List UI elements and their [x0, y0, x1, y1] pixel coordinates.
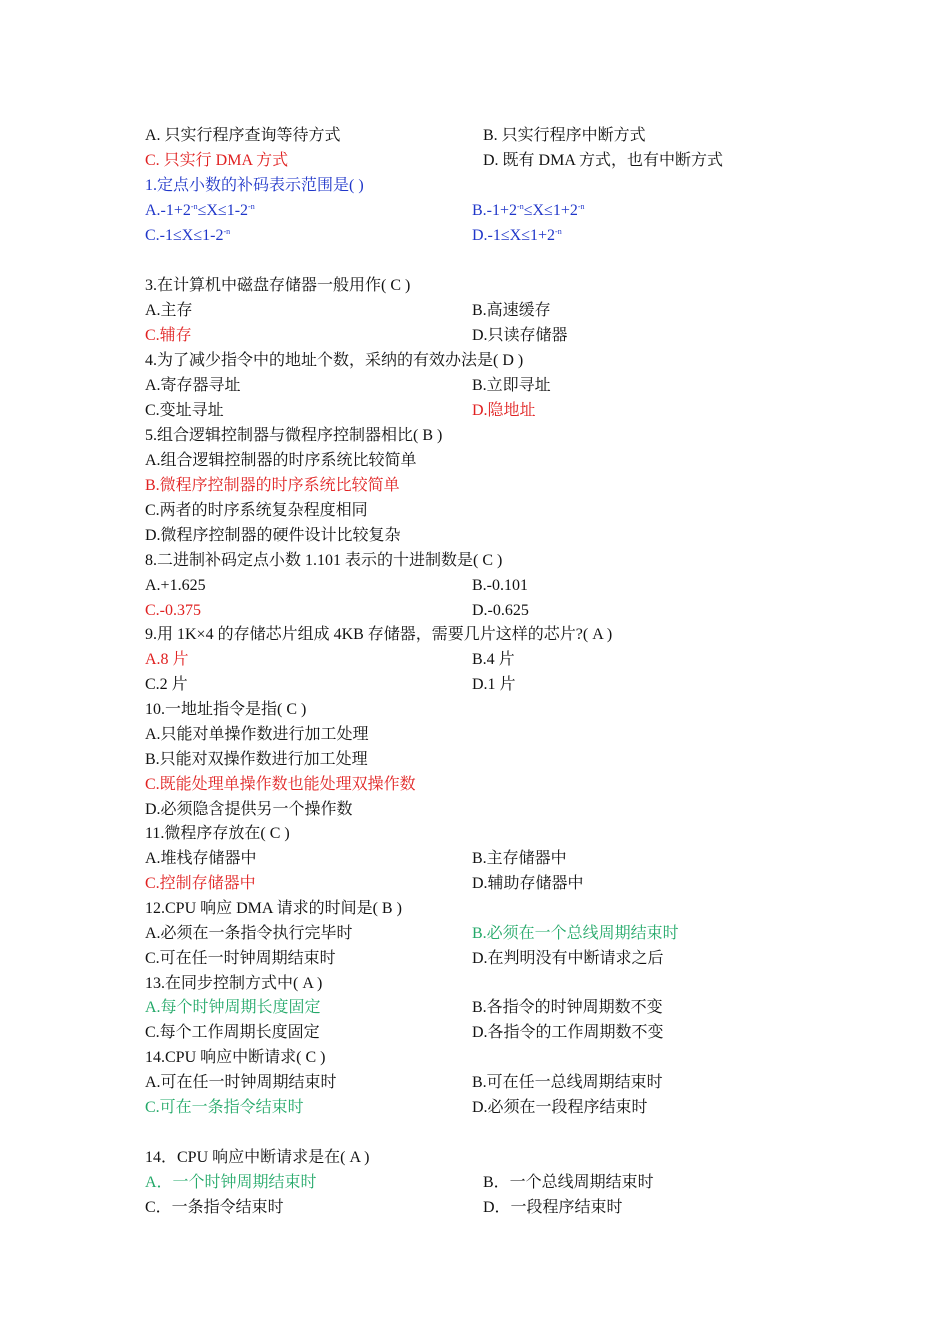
q12-option-c: C.可在任一时钟周期结束时 — [145, 950, 336, 967]
q11-option-b: B.主存储器中 — [472, 850, 567, 867]
q1-stem: 1.定点小数的补码表示范围是( ) — [145, 177, 364, 194]
q14b-stem: 14．CPU 响应中断请求是在( A ) — [145, 1149, 370, 1166]
q8-stem: 8.二进制补码定点小数 1.101 表示的十进制数是( C ) — [145, 552, 503, 569]
q13-option-a-answer: A.每个时钟周期长度固定 — [145, 999, 321, 1016]
option-row — [145, 499, 845, 523]
q14-option-b: B.可在任一总线周期结束时 — [472, 1074, 663, 1091]
q1-option-b: $B.-1+2^{-n}\le X\le 1+2^{-n}$ — [472, 202, 585, 219]
option-a: A. 只实行程序查询等待方式 — [145, 127, 341, 144]
q14-option-d: D.必须在一段程序结束时 — [472, 1099, 648, 1116]
option-row — [145, 574, 845, 598]
q12-option-d: D.在判明没有中断请求之后 — [472, 950, 664, 967]
q4-option-c: C.变址寻址 — [145, 402, 224, 419]
q5-stem: 5.组合逻辑控制器与微程序控制器相比( B ) — [145, 427, 443, 444]
q14-option-c-answer: C.可在一条指令结束时 — [145, 1099, 304, 1116]
q14-option-a: A.可在任一时钟周期结束时 — [145, 1074, 337, 1091]
question-stem — [145, 897, 845, 921]
q14b-option-c: C．一条指令结束时 — [145, 1199, 284, 1216]
option-row — [145, 324, 845, 348]
question-stem — [145, 549, 845, 573]
q10-option-b: B.只能对双操作数进行加工处理 — [145, 751, 368, 768]
option-row — [145, 922, 845, 946]
q9-option-b: B.4 片 — [472, 651, 515, 668]
q13-option-b: B.各指令的时钟周期数不变 — [472, 999, 663, 1016]
option-row — [145, 847, 845, 871]
q5-option-b-answer: B.微程序控制器的时序系统比较简单 — [145, 477, 400, 494]
q9-option-c: C.2 片 — [145, 676, 188, 693]
option-row — [145, 124, 845, 148]
option-row — [145, 1171, 845, 1195]
q8-option-b: B.-0.101 — [472, 577, 528, 594]
q9-stem: 9.用 1K×4 的存储芯片组成 4KB 存储器，需要几片这样的芯片?( A ) — [145, 626, 613, 643]
option-row — [145, 773, 845, 797]
option-row — [145, 199, 845, 223]
q13-option-c: C.每个工作周期长度固定 — [145, 1024, 320, 1041]
question-stem — [145, 349, 845, 373]
option-row — [145, 224, 845, 248]
q1-option-a: $A.-1+2^{-n}\le X\le 1-2^{-n}$ — [145, 202, 255, 219]
q8-option-c-answer: C.-0.375 — [145, 602, 201, 619]
option-row — [145, 299, 845, 323]
q12-stem: 12.CPU 响应 DMA 请求的时间是( B ) — [145, 900, 402, 917]
option-row — [145, 149, 845, 173]
question-stem — [145, 972, 845, 996]
q9-option-a-answer: A.8 片 — [145, 651, 189, 668]
question-stem — [145, 274, 845, 298]
q10-option-a: A.只能对单操作数进行加工处理 — [145, 726, 369, 743]
q13-option-d: D.各指令的工作周期数不变 — [472, 1024, 664, 1041]
option-row — [145, 599, 845, 623]
question-stem — [145, 1146, 845, 1170]
question-stem — [145, 698, 845, 722]
option-row — [145, 374, 845, 398]
q10-option-c-answer: C.既能处理单操作数也能处理双操作数 — [145, 776, 416, 793]
q3-option-a: A.主存 — [145, 302, 193, 319]
option-b: B. 只实行程序中断方式 — [483, 127, 646, 144]
option-row — [145, 399, 845, 423]
option-row — [145, 1096, 845, 1120]
option-row — [145, 1021, 845, 1045]
q13-stem: 13.在同步控制方式中( A ) — [145, 975, 323, 992]
option-c-answer: C. 只实行 DMA 方式 — [145, 152, 289, 169]
q4-option-d-answer: D.隐地址 — [472, 402, 536, 419]
q10-option-d: D.必须隐含提供另一个操作数 — [145, 801, 353, 818]
q11-stem: 11.微程序存放在( C ) — [145, 825, 290, 842]
option-row — [145, 798, 845, 822]
option-row — [145, 1196, 845, 1220]
option-row — [145, 748, 845, 772]
question-stem — [145, 174, 845, 198]
q12-option-a: A.必须在一条指令执行完毕时 — [145, 925, 353, 942]
question-stem — [145, 623, 845, 647]
option-row — [145, 1071, 845, 1095]
option-row — [145, 449, 845, 473]
question-stem — [145, 1046, 845, 1070]
q1-option-c: $C.-1\le X\le 1-2^{-n}$ — [145, 227, 231, 244]
option-row — [145, 723, 845, 747]
q14-stem: 14.CPU 响应中断请求( C ) — [145, 1049, 326, 1066]
q3-option-c-answer: C.辅存 — [145, 327, 192, 344]
option-row — [145, 872, 845, 896]
q8-option-a: A.+1.625 — [145, 577, 206, 594]
option-row — [145, 947, 845, 971]
question-stem — [145, 822, 845, 846]
option-row — [145, 648, 845, 672]
q5-option-c: C.两者的时序系统复杂程度相同 — [145, 502, 368, 519]
q4-option-b: B.立即寻址 — [472, 377, 551, 394]
q14b-option-a-answer: A．一个时钟周期结束时 — [145, 1174, 317, 1191]
q10-stem: 10.一地址指令是指( C ) — [145, 701, 307, 718]
q14b-option-b: B．一个总线周期结束时 — [483, 1174, 654, 1191]
question-stem — [145, 424, 845, 448]
q5-option-d: D.微程序控制器的硬件设计比较复杂 — [145, 527, 401, 544]
q11-option-c-answer: C.控制存储器中 — [145, 875, 256, 892]
option-row — [145, 673, 845, 697]
q1-option-d: $D.-1\le X\le 1+2^{-n}$ — [472, 227, 562, 244]
q9-option-d: D.1 片 — [472, 676, 516, 693]
q3-stem: 3.在计算机中磁盘存储器一般用作( C ) — [145, 277, 411, 294]
q12-option-b-answer: B.必须在一个总线周期结束时 — [472, 925, 679, 942]
option-d: D. 既有 DMA 方式，也有中断方式 — [483, 152, 724, 169]
q5-option-a: A.组合逻辑控制器的时序系统比较简单 — [145, 452, 417, 469]
q4-option-a: A.寄存器寻址 — [145, 377, 241, 394]
q4-stem: 4.为了减少指令中的地址个数，采纳的有效办法是( D ) — [145, 352, 524, 369]
option-row — [145, 474, 845, 498]
option-row — [145, 524, 845, 548]
q8-option-d: D.-0.625 — [472, 602, 529, 619]
q14b-option-d: D．一段程序结束时 — [483, 1199, 623, 1216]
q11-option-a: A.堆栈存储器中 — [145, 850, 257, 867]
q11-option-d: D.辅助存储器中 — [472, 875, 584, 892]
q3-option-d: D.只读存储器 — [472, 327, 568, 344]
option-row — [145, 996, 845, 1020]
q3-option-b: B.高速缓存 — [472, 302, 551, 319]
